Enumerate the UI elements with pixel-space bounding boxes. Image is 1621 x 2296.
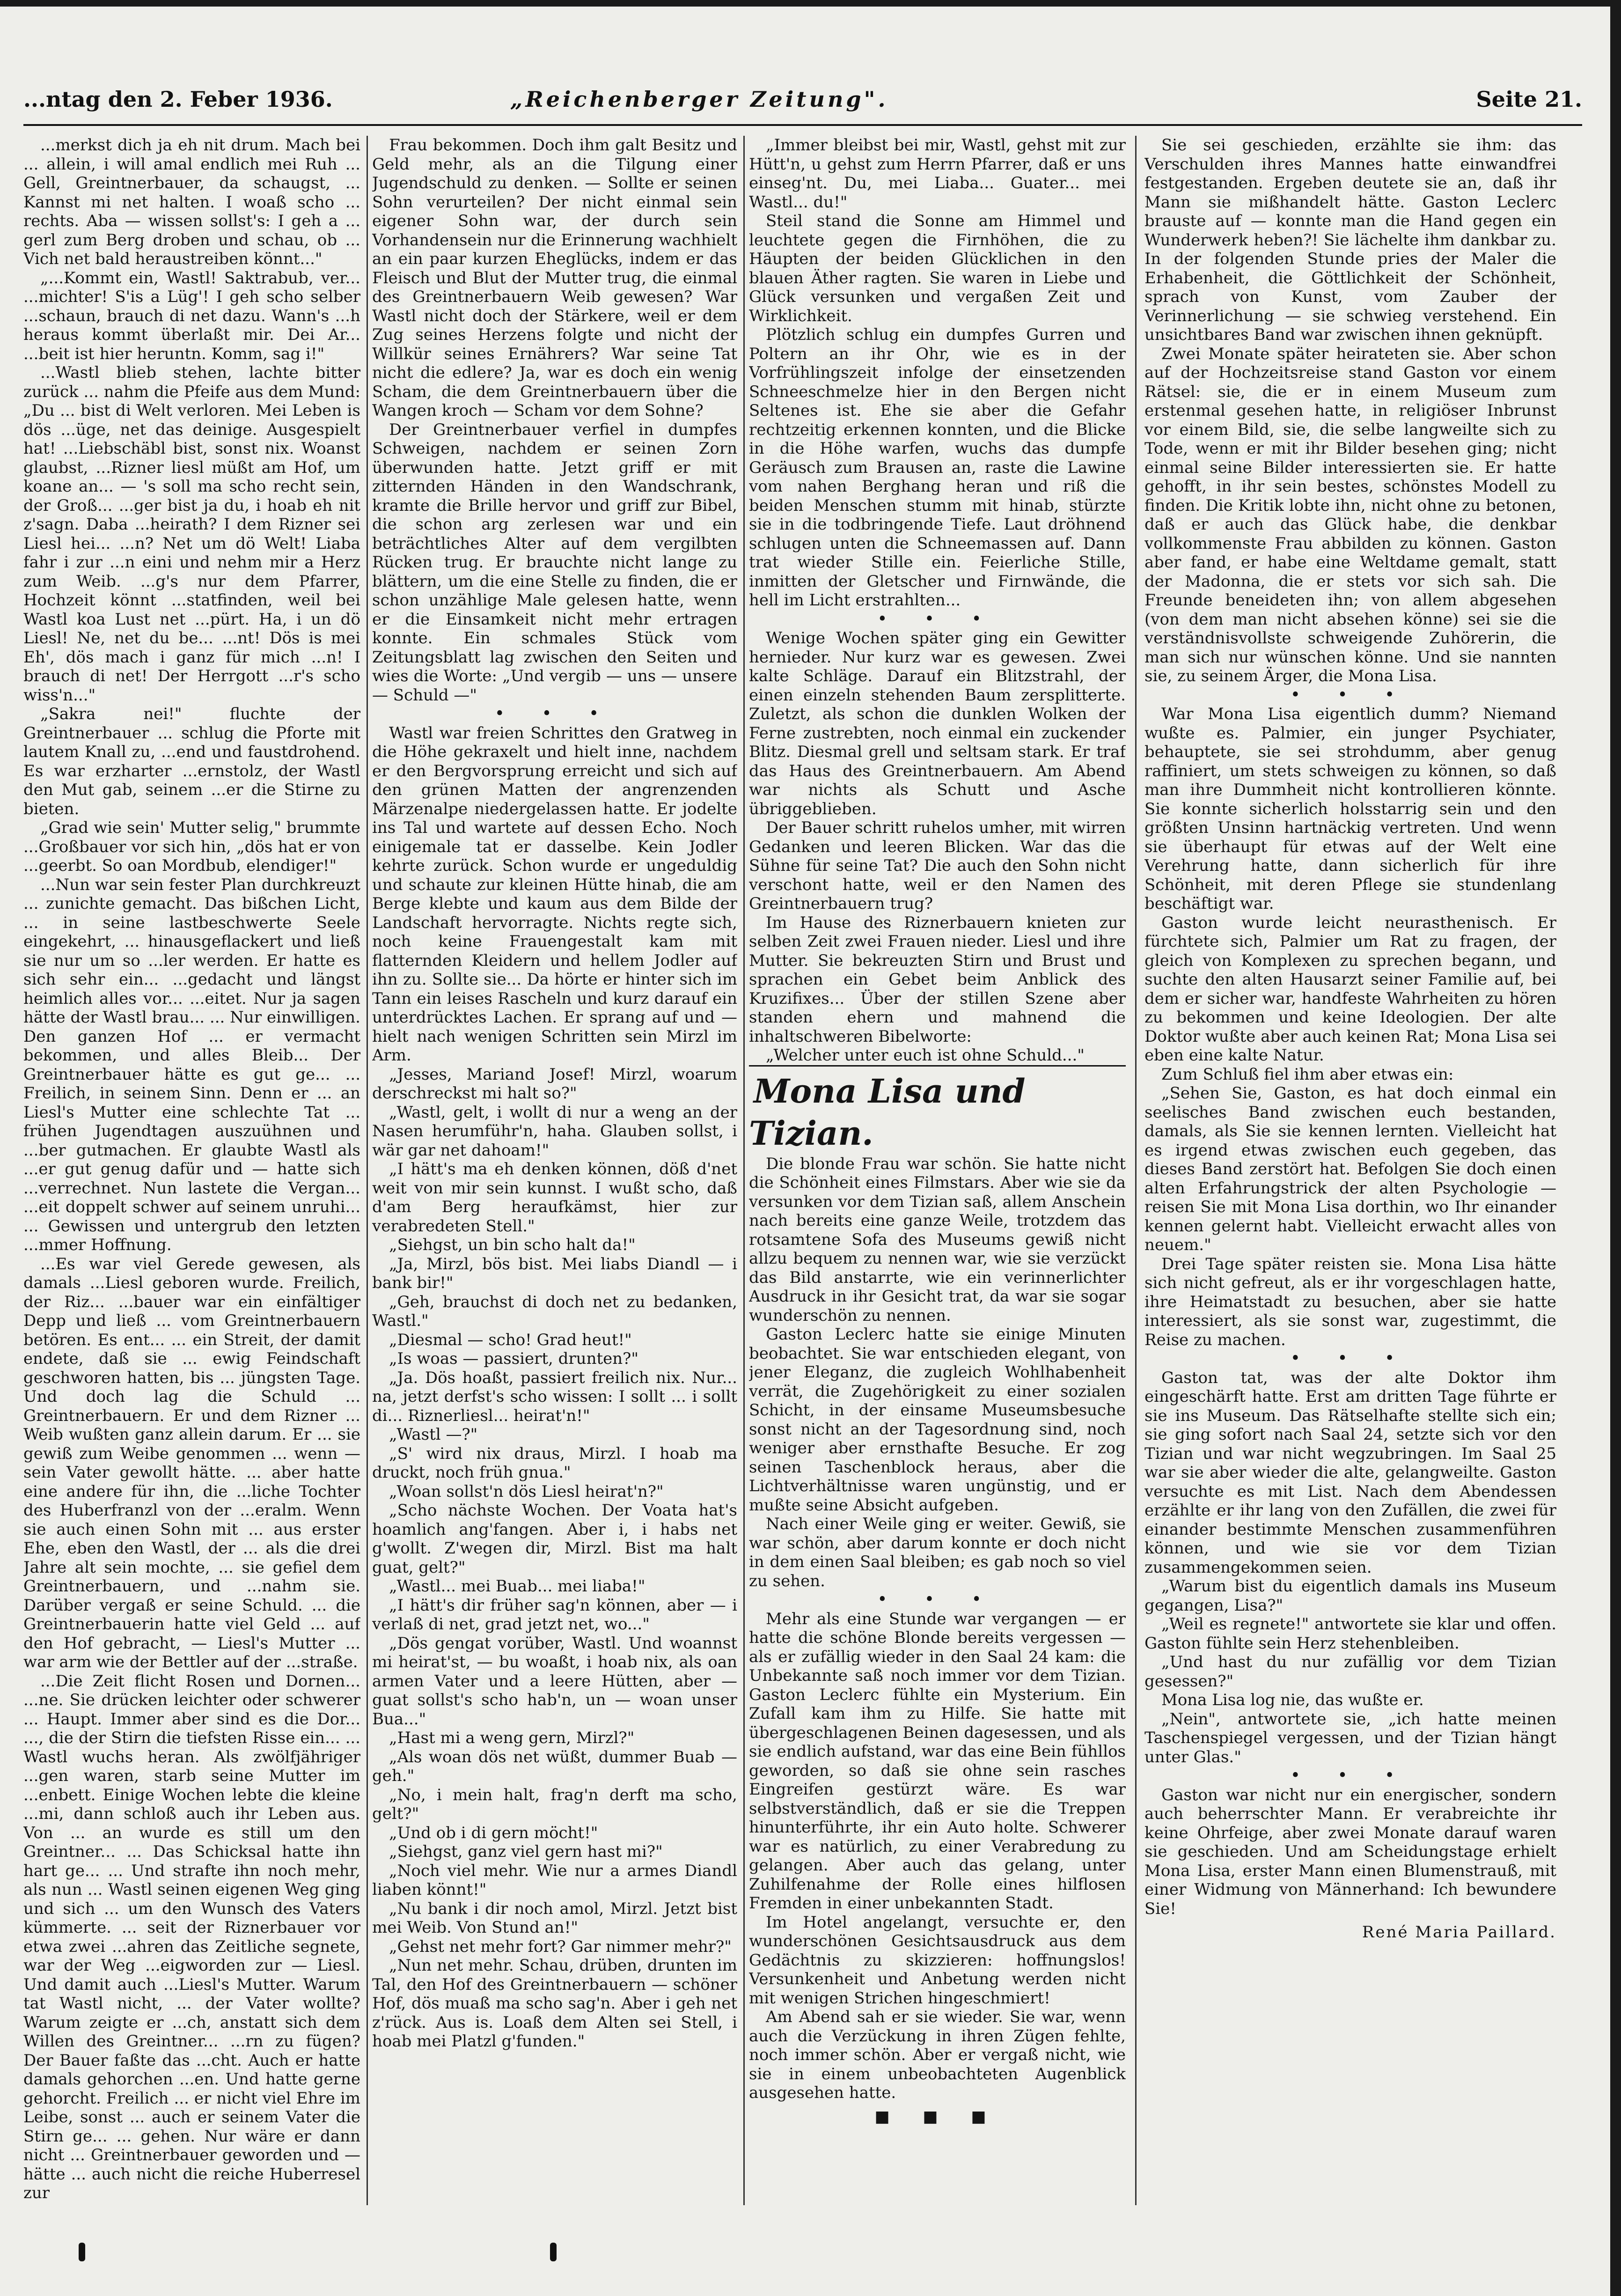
paragraph: „...Kommt ein, Wastl! Saktrabub, ver... ...michter! S'is a Lüg'! I geh scho selber ...schaun, brauch di net dazu. Wann's ...h heraus kommt überlaßt mir. Dei Ar... ...beit ist hier heruntn. Komm, sag i!" bbox=[23, 268, 360, 363]
paragraph: Gaston war nicht nur ein energischer, sondern auch beherrschter Mann. Er verabreichte ihr keine Ohrfeige, aber zwei Monate darauf waren sie geschieden. Und am Scheidungstage erhielt Mona Lisa, erster Mann einen Blumenstrauß, mit einer Widmung von Männerhand: Ich bewundere Sie! bbox=[1144, 1785, 1556, 1918]
paragraph: Wastl war freien Schrittes den Gratweg in die Höhe gekraxelt und hielt inne, nachdem er den Bergvorsprung erreicht und sich auf den grünen Matten der angrenzenden Märzenalpe niedergelassen hatte. Er jodelte ins Tal und wartete auf dessen Echo. Noch einigemale tat er dasselbe. Kein Jodler kehrte zurück. Schon wurde er ungeduldig und schaute zur kleinen Hütte hinab, die am Berge klebte und kaum aus dem Bilde der Landschaft hervorragte. Nichts regte sich, noch keine Frauengestalt kam mit flatternden Kleidern und hellem Jodler auf ihn zu. Sollte sie... Da hörte er hinter sich im Tann ein leises Rascheln und kurz darauf ein unterdrücktes Lachen. Er sprang auf und — hielt nach wenigen Schritten sein Mirzl im Arm. bbox=[372, 723, 737, 1065]
paragraph: Plötzlich schlug ein dumpfes Gurren und Poltern an ihr Ohr, wie es in der Vorfrühlingszeit infolge der einsetzenden Schneeschmelze hier in den Bergen nicht Seltenes ist. Ehe sie aber die Gefahr rechtzeitig erkennen konnten, und die Blicke in die Höhe warfen, wuchs das dumpfe Geräusch zum Brausen an, raste die Lawine vom nahen Berghang heran und riß die beiden Menschen stumm mit hinab, stürzte sie in die todbringende Tiefe. Laut dröhnend schlugen unten die Schneemassen auf. Dann trat wieder Stille ein. Feierliche Stille, inmitten der Gletscher und Firnwände, die hell im Licht erstrahlten... bbox=[749, 325, 1126, 610]
newspaper-title: „Reichenberger Zeitung". bbox=[510, 87, 888, 112]
column-divider bbox=[367, 136, 368, 2205]
paragraph: ...merkst dich ja eh nit drum. Mach bei ... allein, i will amal endlich mei Ruh ... Gell, Greintnerbauer, da schaugst, ... Kannst mi net halten. I woaß scho ... rechts. Aba — wissen sollst's: I geh a ... gerl zum Berg droben und schau, ob ... Vich net bald heraustreiben könnt..." bbox=[23, 136, 360, 268]
paragraph: War Mona Lisa eigentlich dumm? Niemand wußte es. Palmier, ein junger Psychiater, behauptete, sie sei strohdumm, aber genug raffiniert, um stets schweigen zu können, so daß man ihre Dummheit nicht kontrollieren könnte. Sie konnte sicherlich holsstarrig sein und den größten Unsinn hartnäckig vertreten. Und wenn sie überhaupt für etwas auf der Welt eine Verehrung hatte, dann sicherlich für ihre Schönheit, mit deren Pflege sie stundenlang beschäftigt war. bbox=[1144, 705, 1556, 913]
paragraph: „Immer bleibst bei mir, Wastl, gehst mit zur Hütt'n, u gehst zum Herrn Pfarrer, daß er uns einseg'nt. Du, mei Liaba... Guater... mei Wastl... du!" bbox=[749, 136, 1126, 212]
column-4 bbox=[1144, 136, 1556, 2205]
paragraph: Der Greintnerbauer verfiel in dumpfes Schweigen, nachdem er seinen Zorn überwunden hatte. Jetzt griff er mit zitternden Händen in den Wandschrank, kramte die Brille hervor und griff zur Bibel, die schon arg zerlesen war und ein beträchtliches Alter auf dem vergilbten Rücken trug. Er brauchte nicht lange zu blättern, um die eine Stelle zu finden, die er schon unzählige Male gelesen hatte, wenn er die Einsamkeit nicht mehr ertragen konnte. Ein schmales Stück vom Zeitungsblatt lag zwischen den Seiten und wies die Worte: „Und vergib — uns — unsere — Schuld —" bbox=[372, 420, 737, 705]
paragraph: Gaston tat, was der alte Doktor ihm eingeschärft hatte. Erst am dritten Tage führte er sie ins Museum. Das Rätselhafte stellte sich ein; sie ging sofort nach Saal 24, setzte sich vor den Tizian und war nicht wegzubringen. Im Saal 25 war sie aber wieder die alte, gelangweilte. Gaston versuchte es mit List. Nach dem Abendessen erzählte er ihr lang von den Zufällen, die zwei für einander bestimmte Menschen zusammenführen können, und wie sie vor dem Tizian zusammengekommen seien. bbox=[1144, 1368, 1556, 1577]
section-break: • • • bbox=[877, 609, 998, 629]
paragraph: „I hätt's ma eh denken können, döß d'net weit von mir sein kunnst. I wußt scho, daß d'am Berg heraufkämst, hier zur verabredeten Stell." bbox=[372, 1160, 737, 1236]
paragraph: Sie sei geschieden, erzählte sie ihm: das Verschulden ihres Mannes hatte einwandfrei festgestanden. Ergeben deutete sie an, daß ihr Mann sie mißhandelt hätte. Gaston Leclerc brauste auf — konnte man die Hand gegen ein Wunderwerk heben?! Sie lächelte ihm dankbar zu. In der folgenden Stunde pries der Maler die Erhabenheit, die Göttlichkeit der Schönheit, sprach von Kunst, vom Zauber der Verinnerlichung — sie schwieg verstehend. Ein unsichtbares Band war zwischen ihnen geknüpft. bbox=[1144, 136, 1556, 344]
paragraph: Im Hause des Riznerbauern knieten zur selben Zeit zwei Frauen nieder. Liesl und ihre Mutter. Sie bekreuzten Stirn und Brust und sprachen ein Gebet beim Anblick des Kruzifixes... Über der stillen Szene aber standen ehern und mahnend die inhaltschweren Bibelworte: bbox=[749, 913, 1126, 1046]
paragraph: Der Bauer schritt ruhelos umher, mit wirren Gedanken und leeren Blicken. War das die Sühne für seine Tat? Die auch den Sohn nicht verschont hatte, weil er den Namen des Greintnerbauern trug? bbox=[749, 818, 1126, 913]
paragraph: „Hast mi a weng gern, Mirzl?" bbox=[389, 1729, 635, 1747]
section-break: • • • bbox=[494, 704, 615, 723]
paragraph: „Siehgst, ganz viel gern hast mi?" bbox=[389, 1842, 663, 1861]
paragraph: „Als woan dös net wüßt, dummer Buab — geh." bbox=[372, 1747, 737, 1785]
paragraph: ...Die Zeit flicht Rosen und Dornen... ...ne. Sie drücken leichter oder schwerer ... Haupt. Immer aber sind es die Dor... ..., die der Stirn die tiefsten Risse ein... ... Wastl wuchs heran. Als zwölfjähriger ...gen waren, starb seine Mutter im ...enbett. Einige Wochen lebte die kleine ...mi, dann schloß auch ihr Leben aus. Von ... an wurde es still um den Greintner... ... Das Schicksal hatte ihn hart ge... ... Und strafte ihn noch mehr, als nun ... Wastl seinen eigenen Weg ging und sich ... um den Wunsch des Vaters kümmerte. ... seit der Riznerbauer vor etwa zwei ...ahren das Zeitliche segnete, war der Weg ...eigworden zur — Liesl. Und damit auch ...Liesl's Mutter. Warum tat Wastl nicht, ... der Vater wollte? Warum zeigte er ...ch, anstatt sich dem Willen des Greintner... ...rn zu fügen? Der Bauer faßte das ...cht. Auch er hatte damals gehorchen ...en. Und hatte gerne gehorcht. Freilich ... er nicht viel Ehre im Leibe, sonst ... auch er seinem Vater die Stirn ge... ... gehen. Nur wäre er dann nicht ... Greintnerbauer geworden und — hätte ... auch nicht die reiche Huberresel zur bbox=[23, 1671, 360, 2202]
paragraph: Gaston wurde leicht neurasthenisch. Er fürchtete sich, Palmier um Rat zu fragen, der gleich von Komplexen zu sprechen begann, und suchte den alten Hausarzt seiner Familie auf, bei dem er sicher war, handfeste Wahrheiten zu hören zu bekommen und keine Ideologien. Der alte Doktor wußte aber auch keinen Rat; Mona Lisa sei eben eine kalte Natur. bbox=[1144, 913, 1556, 1065]
paragraph: „Wastl... mei Buab... mei liaba!" bbox=[389, 1577, 645, 1596]
column-divider bbox=[1135, 136, 1137, 2205]
paragraph: Mona Lisa log nie, das wußte er. bbox=[1161, 1691, 1424, 1709]
header-rule bbox=[23, 124, 1582, 126]
paragraph: „I hätt's dir früher sag'n können, aber — i verlaß di net, grad jetzt net, wo..." bbox=[372, 1596, 737, 1634]
story-title: Mona Lisa und Tizian. bbox=[749, 1065, 1126, 1155]
paragraph: Nach einer Weile ging er weiter. Gewiß, sie war schön, aber darum konnte er doch nicht in dem einen Saal bleiben; es gab noch so viel zu sehen. bbox=[749, 1515, 1126, 1590]
paragraph: Im Hotel angelangt, versuchte er, den wunderschönen Gesichtsausdruck aus dem Gedächtnis zu skizzieren: hoffnungslos! Versunkenheit und Anbetung werden nicht mit wenigen Strichen hingeschmiert! bbox=[749, 1913, 1126, 2008]
paragraph: „Ja, Mirzl, bös bist. Mei liabs Diandl — i bank bir!" bbox=[372, 1254, 737, 1292]
paragraph: „Diesmal — scho! Grad heut!" bbox=[389, 1330, 632, 1349]
paragraph: Wenige Wochen später ging ein Gewitter hernieder. Nur kurz war es gewesen. Zwei kalte Schläge. Darauf ein Blitzstrahl, der einen einzeln stehenden Baum zersplitterte. Zuletzt, als schon die dunklen Wolken der Ferne zustrebten, noch einmal ein zuckender Blitz. Diesmal grell und seltsam stark. Er traf das Haus des Greintnerbauern. Am Abend war nichts als Schutt und Asche übriggeblieben. bbox=[749, 629, 1126, 818]
paragraph: „Welcher unter euch ist ohne Schuld..." bbox=[766, 1046, 1085, 1065]
end-mark: ■ ■ ■ bbox=[874, 2107, 1000, 2126]
paragraph: „Wastl, gelt, i wollt di nur a weng an der Nasen herumführ'n, haha. Glauben sollst, i wär gar net dahoam!" bbox=[372, 1103, 737, 1160]
paragraph: „Nein", antwortete sie, „ich hatte meinen Taschenspiegel vergessen, und der Tizian hängt unter Glas." bbox=[1144, 1709, 1556, 1766]
paragraph: „Und ob i di gern möcht!" bbox=[389, 1823, 598, 1842]
paragraph: „Siehgst, un bin scho halt da!" bbox=[389, 1236, 636, 1254]
paragraph: „Weil es regnete!" antwortete sie klar und offen. Gaston fühlte sein Herz stehenbleiben. bbox=[1144, 1615, 1556, 1653]
section-break: • • • bbox=[1290, 1349, 1411, 1368]
paragraph: „Nun net mehr. Schau, drüben, drunten im Tal, den Hof des Greintnerbauern — schöner Hof, dös muaß ma scho sag'n. Aber i geh net z'rück. Aus is. Loaß dem Alten sei Stell, i hoab mei Platzl g'funden." bbox=[372, 1956, 737, 2051]
ink-spot bbox=[550, 2243, 557, 2261]
paragraph: „Geh, brauchst di doch net zu bedanken, Wastl." bbox=[372, 1292, 737, 1330]
paragraph: „Grad wie sein' Mutter selig," brummte ...Großbauer vor sich hin, „dös hat er von ...geerbt. So oan Mordbub, elendiger!" bbox=[23, 818, 360, 875]
page-number: Seite 21. bbox=[1476, 87, 1582, 112]
paragraph: „Woan sollst'n dös Liesl heirat'n?" bbox=[389, 1482, 664, 1501]
paragraph: ...Nun war sein fester Plan durchkreuzt ... zunichte gemacht. Das bißchen Licht, ... in seine lastbeschwerte Seele eingekehrt, ... hinausgeflackert und ließ sie nur um so ...ler werden. Er hatte es sich sehr ein... ...gedacht und längst heimlich alles vor... ...eitet. Nur ja sagen hätte der Wastl brau... ... Nur einwilligen. Den ganzen Hof ... er vermacht bekommen, und alles Bleib... Der Greintnerbauer hätte es gut ge... ... Freilich, in seinem Sinn. Denn er ... an Liesl's Mutter eine schlechte Tat ... frühen Jugendtagen auszuühnen und ...ber gutmachen. Er glaubte Wastl als ...er gut genug dafür und — hatte sich ...verrechnet. Nun lastete die Vergan... ...eit doppelt schwer auf seinem unruhi... ... Gewissen und untergrub den letzten ...mmer Hoffnung. bbox=[23, 875, 360, 1254]
column-2 bbox=[372, 136, 737, 2205]
scan-border-top bbox=[0, 0, 1621, 7]
paragraph: Gaston Leclerc hatte sie einige Minuten beobachtet. Sie war entschieden elegant, von jener Eleganz, die zugleich Wohlhabenheit verrät, die Zugehörigkeit zu einer sozialen Schicht, in der einsame Museumsbesuche sonst nicht an der Tagesordnung sind, noch weniger aber ernsthafte Besuche. Er zog seinen Taschenblock heraus, aber die Lichtverhältnisse waren ungünstig, und er mußte seine Absicht aufgeben. bbox=[749, 1325, 1126, 1515]
paragraph: Steil stand die Sonne am Himmel und leuchtete gegen die Firnhöhen, die zu Häupten der beiden Glücklichen in den blauen Äther ragten. Sie waren in Liebe und Glück versunken und vergaßen Zeit und Wirklichkeit. bbox=[749, 212, 1126, 325]
paragraph: Zum Schluß fiel ihm aber etwas ein: bbox=[1161, 1065, 1454, 1084]
paragraph: ...Wastl blieb stehen, lachte bitter zurück ... nahm die Pfeife aus dem Mund: „Du ... bist di Welt verloren. Mei Leben is dös ...üge, net das deinige. Ausgespielt hat! ...Liebschäbl bist, sonst nix. Woanst glaubst, ...Rizner liesl müßt am Hof, um koane an... — 's soll ma scho recht sein, der Groß... ...ger bist ja du, i hoab eh nit z'sagn. Daba ...heirath? I dem Rizner sei Liesl hei... ...n? Net um dö Welt! Liaba fahr i zur ...n eini und nehm mir a Herz zum Weib. ...g's nur dem Pfarrer, Hochzeit könnt ...statfinden, weil bei Wastl koa Lust net ...pürt. Ha, i un dö Liesl! Ne, net du be... ...nt! Dös is mei Eh', dös mach i ganz für mich ...n! I brauch di net! Der Herrgott ...r's scho wiss'n..." bbox=[23, 363, 360, 705]
paragraph: „Gehst net mehr fort? Gar nimmer mehr?" bbox=[389, 1937, 732, 1956]
paragraph: „Is woas — passiert, drunten?" bbox=[389, 1349, 639, 1368]
paragraph: „Jesses, Mariand Josef! Mirzl, woarum derschreckst mi halt so?" bbox=[372, 1065, 737, 1103]
paragraph: „Ja. Dös hoaßt, passiert freilich nix. Nur... na, jetzt derfst's scho wissen: I sollt ... i sollt di... Riznerliesl... heirat'n!" bbox=[372, 1368, 737, 1425]
paragraph: „Wastl —?" bbox=[389, 1425, 478, 1444]
ink-spot bbox=[79, 2243, 85, 2261]
paragraph: „Und hast du nur zufällig vor dem Tizian gesessen?" bbox=[1144, 1653, 1556, 1691]
column-1 bbox=[23, 136, 360, 2205]
paragraph: „Scho nächste Wochen. Der Voata hat's hoamlich ang'fangen. Aber i, i habs net g'wollt. Z'wegen dir, Mirzl. Bist ma halt guat, gelt?" bbox=[372, 1501, 737, 1577]
paragraph: „Sakra nei!" fluchte der Greintnerbauer ... schlug die Pforte mit lautem Knall zu, ...end und faustdrohend. Es war erzharter ...ernstolz, der Wastl den Mut gab, seinem ...er die Stirne zu bieten. bbox=[23, 705, 360, 818]
page-header bbox=[23, 87, 1582, 119]
paragraph: Die blonde Frau war schön. Sie hatte nicht die Schönheit eines Filmstars. Aber wie sie da versunken vor dem Tizian saß, allem Anschein nach bereits eine ganze Weile, trotzdem das rotsamtene Sofa des Museums gewiß nicht allzu bequem zu nennen war, wie sie verzückt das Bild anstarrte, wie ein verinnerlichter Ausdruck in ihr Gesicht trat, da war sie sogar wunderschön zu nennen. bbox=[749, 1154, 1126, 1325]
column-divider bbox=[743, 136, 745, 2205]
paragraph: „Sehen Sie, Gaston, es hat doch einmal ein seelisches Band zwischen euch bestanden, damals, als Sie sie kennen lernten. Vielleicht hat es irgend etwas zwischen euch gegeben, das dieses Band zerstört hat. Befolgen Sie doch einen alten Erfahrungstrick der alten Psychologie — reisen Sie mit Mona Lisa dorthin, wo Ihr einander kennen gelernt habt. Vielleicht erwacht alles von neuem." bbox=[1144, 1084, 1556, 1254]
paragraph: „Nu bank i dir noch amol, Mirzl. Jetzt bist mei Weib. Von Stund an!" bbox=[372, 1899, 737, 1937]
paragraph: „Warum bist du eigentlich damals ins Museum gegangen, Lisa?" bbox=[1144, 1577, 1556, 1615]
paragraph: Frau bekommen. Doch ihm galt Besitz und Geld mehr, als an die Tilgung einer Jugendschuld zu denken. — Sollte er seinen Sohn verurteilen? Der nicht einmal sein eigener Sohn war, der durch sein Vorhandensein nur die Erinnerung wachhielt an ein paar kurzen Eheglücks, indem er das Fleisch und Blut der Mutter trug, die einmal des Greintnerbauern Weib gewesen? War Wastl nicht doch der Stärkere, weil er dem Zug seines Herzens folgte und nicht der Willkür seines Ernährers? War seine Tat nicht die edlere? Ja, war es doch ein wenig Scham, die dem Greintnerbauern über die Wangen kroch — Scham vor dem Sohne? bbox=[372, 136, 737, 420]
paragraph: „Dös gengat vorüber, Wastl. Und woannst mi heirat'st, — bu woaßt, i hoab nix, als oan armen Vater und a leere Hütten, aber — guat sollst's scho hab'n, un — woan unser Bua..." bbox=[372, 1634, 737, 1729]
header-date: ...ntag den 2. Feber 1936. bbox=[23, 87, 333, 112]
paragraph: Am Abend sah er sie wieder. Sie war, wenn auch die Verzückung in ihren Zügen fehlte, noch immer schön. Aber er vergaß nicht, wie sie in einem unbeobachteten Augenblick ausgesehen hatte. bbox=[749, 2008, 1126, 2102]
paragraph: Drei Tage später reisten sie. Mona Lisa hätte sich nicht gefreut, als er ihr vorgeschlagen hatte, ihre Heimatstadt zu besuchen, aber sie hatte interessiert, als sie sonst war, zugestimmt, die Reise zu machen. bbox=[1144, 1254, 1556, 1349]
paragraph: Mehr als eine Stunde war vergangen — er hatte die schöne Blonde bereits vergessen — als er zufällig wieder in den Saal 24 kam: die Unbekannte saß noch immer vor dem Tizian. Gaston Leclerc fühlte ein Mysterium. Ein Zufall kam ihm zu Hilfe. Sie hatte mit übergeschlagenen Beinen dagesessen, und als sie endlich aufstand, war das eine Bein fühllos geworden, so daß sie ohne sein rasches Eingreifen gestürzt wäre. Es war selbstverständlich, daß er sie die Treppen hinunterführte, ihr ein Auto holte. Schwerer war es natürlich, zu einer Verabredung zu gelangen. Aber auch das gelang, unter Zuhilfenahme der Rolle eines hilflosen Fremden in einer unbekannten Stadt. bbox=[749, 1609, 1126, 1913]
column-3 bbox=[749, 136, 1126, 2205]
paragraph: ...Es war viel Gerede gewesen, als damals ...Liesl geboren wurde. Freilich, der Riz... ...bauer war ein einfältiger Depp und ließ ... vom Greintnerbauern betören. Es ent... ... ein Streit, der damit endete, daß sie ... ewig Feindschaft geschworen hatten, bis ... jüngsten Tage. Und doch lag die Schuld ... Greintnerbauern. Er und dem Rizner ... Weib wußten ganz allein darum. Er ... sie gewiß zum Weibe genommen ... wenn — sein Vater gewollt hätte. ... aber hatte eine andere für ihn, die ...liche Tochter des Huberfranzl von der ...eralm. Wenn sie auch einen Sohn mit ... aus erster Ehe, eben den Wastl, der ... als die drei Jahre alt sein mochte, ... sie gefiel dem Greintnerbauern, und ...nahm sie. Darüber vergaß er seine Schuld. ... die Greintnerbauerin hatte viel Geld ... auf den Hof gebracht, — Liesl's Mutter ... war arm wie der Bettler auf der ...straße. bbox=[23, 1254, 360, 1671]
section-break: • • • bbox=[877, 1590, 998, 1609]
paragraph: „No, i mein halt, frag'n derft ma scho, gelt?" bbox=[372, 1785, 737, 1823]
section-break: • • • bbox=[1290, 685, 1411, 705]
author-signature: René Maria Paillard. bbox=[1362, 1923, 1556, 1942]
section-break: • • • bbox=[1290, 1766, 1411, 1785]
scan-border-right bbox=[1610, 0, 1621, 2296]
paragraph: Zwei Monate später heirateten sie. Aber schon auf der Hochzeitsreise stand Gaston vor einem Rätsel: sie, die er in einem Museum zum erstenmal gesehen hatte, in religiöser Inbrunst vor einem Bild, sie, die selbe langweilte sich zu Tode, wenn er mit ihr Bilder besehen ging; nicht einmal seine Bilder interessierten sie. Er hatte gehofft, in ihr sein bestes, schönstes Modell zu finden. Die Kritik lobte ihn, nicht ohne zu betonen, daß er auch das Glück habe, die denkbar vollkommenste Frau abbilden zu können. Gaston aber fand, er habe eine Weltdame gemalt, statt der Madonna, die er stets vor sich sah. Die Freunde beneideten ihn; von allem abgesehen (von dem man nicht absehen könne) sei sie die verständnisvollste schweigende Zuhörerin, die man sich nur wünschen könne. Und sie nannten sie, zu seinem Ärger, die Mona Lisa. bbox=[1144, 344, 1556, 685]
paragraph: „Noch viel mehr. Wie nur a armes Diandl liaben könnt!" bbox=[372, 1861, 737, 1899]
paragraph: „S' wird nix draus, Mirzl. I hoab ma druckt, noch früh gnua." bbox=[372, 1444, 737, 1482]
